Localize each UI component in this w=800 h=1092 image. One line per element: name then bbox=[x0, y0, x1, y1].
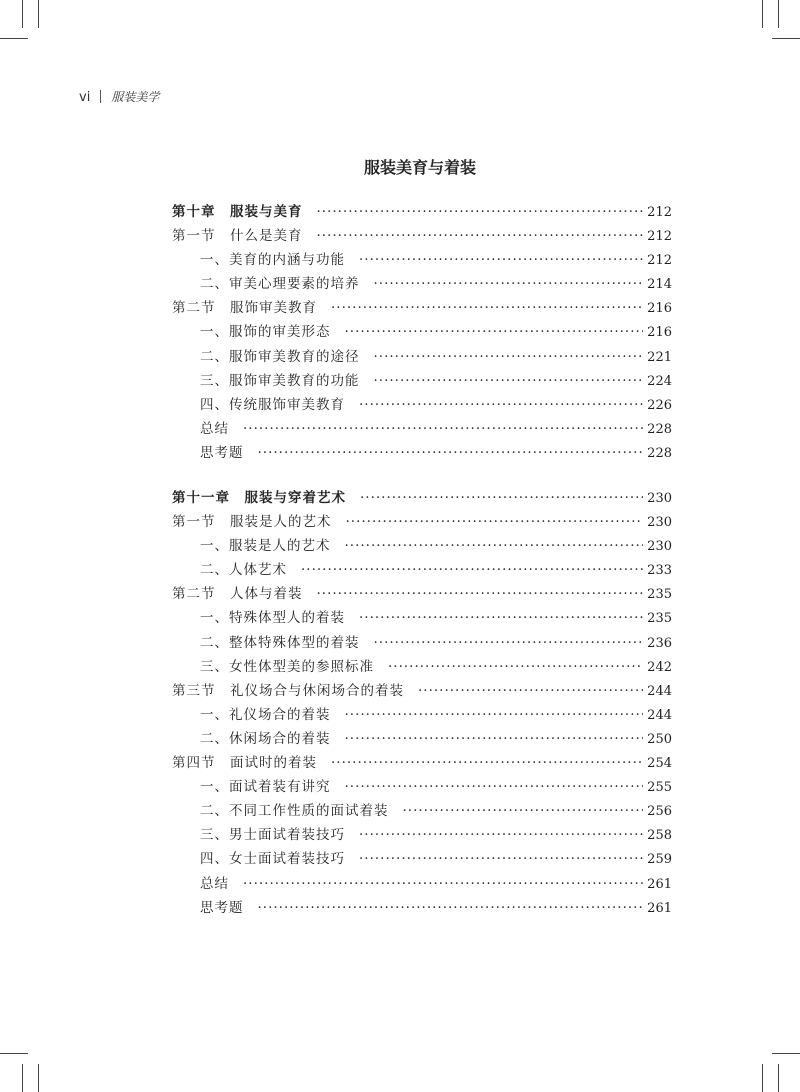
dot-leader bbox=[345, 727, 644, 751]
toc-entry-page: 242 bbox=[647, 659, 672, 675]
toc-entry-page: 261 bbox=[647, 876, 672, 892]
toc-entry-sub[interactable] bbox=[172, 847, 672, 871]
toc-entry-title: 二、休闲场合的着装 bbox=[200, 730, 331, 747]
toc-entry-sub[interactable] bbox=[172, 655, 672, 679]
book-title: 服装美学 bbox=[111, 90, 160, 104]
toc-entry-sub[interactable] bbox=[172, 272, 672, 296]
toc-entry-title: 第二节 人体与着装 bbox=[172, 586, 303, 603]
toc-entry-title: 第一节 服装是人的艺术 bbox=[172, 514, 332, 531]
toc-entry-title: 第十一章 服装与穿着艺术 bbox=[172, 490, 346, 506]
toc-entry-page: 216 bbox=[647, 301, 672, 317]
toc-entry-sub[interactable] bbox=[172, 727, 672, 751]
toc-entry-page: 236 bbox=[647, 635, 672, 651]
toc-entry-page: 259 bbox=[647, 852, 672, 868]
toc-entry-page: 216 bbox=[647, 325, 672, 341]
toc-entry-page: 224 bbox=[647, 373, 672, 389]
toc-entry-page: 230 bbox=[647, 491, 672, 506]
dot-leader bbox=[317, 224, 644, 248]
toc-entry-title: 四、传统服饰审美教育 bbox=[200, 396, 345, 413]
dot-leader bbox=[359, 847, 643, 871]
toc-block-chapter-11 bbox=[172, 486, 672, 920]
toc-entry-title: 二、整体特殊体型的着装 bbox=[200, 634, 360, 651]
toc-entry-sub[interactable] bbox=[172, 393, 672, 417]
toc-entry-sub[interactable] bbox=[172, 823, 672, 847]
dot-leader bbox=[359, 393, 643, 417]
dot-leader bbox=[345, 703, 644, 727]
toc-entry-sub[interactable] bbox=[172, 606, 672, 630]
crop-mark bbox=[22, 0, 23, 28]
crop-mark bbox=[0, 38, 28, 39]
toc-entry-page: 244 bbox=[647, 707, 672, 723]
toc-entry-title: 二、审美心理要素的培养 bbox=[200, 276, 360, 293]
crop-mark bbox=[772, 1053, 800, 1054]
crop-mark bbox=[22, 1064, 23, 1092]
toc-entry-sub[interactable] bbox=[172, 799, 672, 823]
dot-leader bbox=[374, 369, 644, 393]
toc-entry-section[interactable] bbox=[172, 510, 672, 534]
toc-entry-title: 总结 bbox=[200, 420, 229, 437]
toc-entry-sub[interactable] bbox=[172, 703, 672, 727]
toc-entry-sub[interactable] bbox=[172, 872, 672, 896]
toc-entry-page: 226 bbox=[647, 397, 672, 413]
page-number: vi bbox=[79, 90, 91, 105]
toc-entry-chapter[interactable] bbox=[172, 200, 672, 224]
dot-leader bbox=[374, 631, 644, 655]
divider bbox=[100, 90, 101, 103]
crop-mark bbox=[38, 0, 39, 28]
toc-entry-section[interactable] bbox=[172, 224, 672, 248]
toc-entry-title: 第一节 什么是美育 bbox=[172, 228, 303, 245]
toc-entry-page: 228 bbox=[647, 445, 672, 461]
crop-mark bbox=[762, 0, 763, 28]
toc-entry-page: 244 bbox=[647, 683, 672, 699]
dot-leader bbox=[243, 872, 643, 896]
toc-entry-sub[interactable] bbox=[172, 558, 672, 582]
toc-entry-title: 总结 bbox=[200, 875, 229, 892]
toc-entry-sub[interactable] bbox=[172, 775, 672, 799]
toc-entry-page: 235 bbox=[647, 587, 672, 603]
dot-leader bbox=[359, 248, 643, 272]
toc-entry-page: 254 bbox=[647, 756, 672, 772]
toc-entry-title: 第二节 服饰审美教育 bbox=[172, 300, 317, 317]
toc-entry-sub[interactable] bbox=[172, 320, 672, 344]
toc-entry-section[interactable] bbox=[172, 582, 672, 606]
crop-mark bbox=[762, 1064, 763, 1092]
toc-entry-sub[interactable] bbox=[172, 248, 672, 272]
toc-entry-title: 第十章 服装与美育 bbox=[172, 204, 303, 220]
dot-leader bbox=[331, 296, 643, 320]
toc-entry-sub[interactable] bbox=[172, 896, 672, 920]
dot-leader bbox=[345, 320, 644, 344]
toc-entry-title: 四、女士面试着装技巧 bbox=[200, 851, 345, 868]
toc-entry-page: 214 bbox=[647, 277, 672, 293]
toc-entry-page: 230 bbox=[647, 539, 672, 555]
toc-entry-title: 一、服装是人的艺术 bbox=[200, 538, 331, 555]
toc-entry-page: 233 bbox=[647, 563, 672, 579]
dot-leader bbox=[388, 655, 643, 679]
toc-entry-title: 第四节 面试时的着装 bbox=[172, 755, 317, 772]
dot-leader bbox=[346, 510, 644, 534]
dot-leader bbox=[331, 751, 643, 775]
toc-entry-page: 255 bbox=[647, 780, 672, 796]
toc-entry-page: 228 bbox=[647, 421, 672, 437]
toc-entry-title: 一、服饰的审美形态 bbox=[200, 324, 331, 341]
toc-entry-title: 第三节 礼仪场合与休闲场合的着装 bbox=[172, 682, 404, 699]
dot-leader bbox=[374, 272, 644, 296]
crop-mark bbox=[778, 1064, 779, 1092]
toc-entry-title: 一、特殊体型人的着装 bbox=[200, 610, 345, 627]
dot-leader bbox=[258, 441, 644, 465]
dot-leader bbox=[317, 200, 644, 224]
toc-entry-page: 221 bbox=[647, 349, 672, 365]
toc-entry-page: 261 bbox=[647, 900, 672, 916]
toc-entry-title: 一、礼仪场合的着装 bbox=[200, 706, 331, 723]
toc-entry-title: 思考题 bbox=[200, 444, 244, 461]
toc-entry-sub[interactable] bbox=[172, 417, 672, 441]
toc-entry-page: 250 bbox=[647, 731, 672, 747]
toc-entry-sub[interactable] bbox=[172, 631, 672, 655]
part-title: 服装美育与着装 bbox=[363, 158, 476, 177]
toc-entry-chapter[interactable] bbox=[172, 486, 672, 510]
toc-entry-title: 三、男士面试着装技巧 bbox=[200, 827, 345, 844]
toc-entry-sub[interactable] bbox=[172, 369, 672, 393]
dot-leader bbox=[301, 558, 643, 582]
toc-entry-title: 思考题 bbox=[200, 899, 244, 916]
crop-mark bbox=[778, 0, 779, 28]
dot-leader bbox=[317, 582, 644, 606]
dot-leader bbox=[403, 799, 644, 823]
toc-block-chapter-10 bbox=[172, 200, 672, 465]
toc-entry-section[interactable] bbox=[172, 751, 672, 775]
crop-mark bbox=[772, 38, 800, 39]
dot-leader bbox=[345, 775, 644, 799]
toc-entry-page: 235 bbox=[647, 611, 672, 627]
dot-leader bbox=[243, 417, 643, 441]
toc-entry-title: 一、面试着装有讲究 bbox=[200, 779, 331, 796]
toc-entry-title: 二、服饰审美教育的途径 bbox=[200, 348, 360, 365]
running-head bbox=[79, 88, 159, 105]
toc-entry-title: 二、不同工作性质的面试着装 bbox=[200, 803, 389, 820]
toc-entry-title: 三、女性体型美的参照标准 bbox=[200, 658, 374, 675]
toc-entry-title: 二、人体艺术 bbox=[200, 562, 287, 579]
toc-entry-sub[interactable] bbox=[172, 534, 672, 558]
toc-entry-page: 212 bbox=[647, 205, 672, 220]
dot-leader bbox=[345, 534, 644, 558]
dot-leader bbox=[359, 606, 643, 630]
dot-leader bbox=[359, 823, 643, 847]
toc-entry-page: 212 bbox=[647, 229, 672, 245]
toc-entry-section[interactable] bbox=[172, 296, 672, 320]
toc-entry-sub[interactable] bbox=[172, 345, 672, 369]
toc-entry-title: 三、服饰审美教育的功能 bbox=[200, 372, 360, 389]
toc-entry-title: 一、美育的内涵与功能 bbox=[200, 252, 345, 269]
toc-entry-sub[interactable] bbox=[172, 441, 672, 465]
toc-entry-page: 230 bbox=[647, 515, 672, 531]
crop-mark bbox=[0, 1053, 28, 1054]
toc-entry-page: 258 bbox=[647, 828, 672, 844]
toc-entry-page: 212 bbox=[647, 253, 672, 269]
dot-leader bbox=[258, 896, 644, 920]
dot-leader bbox=[374, 345, 644, 369]
toc-entry-section[interactable] bbox=[172, 679, 672, 703]
dot-leader bbox=[360, 486, 643, 510]
crop-mark bbox=[38, 1064, 39, 1092]
toc-entry-page: 256 bbox=[647, 804, 672, 820]
dot-leader bbox=[418, 679, 643, 703]
